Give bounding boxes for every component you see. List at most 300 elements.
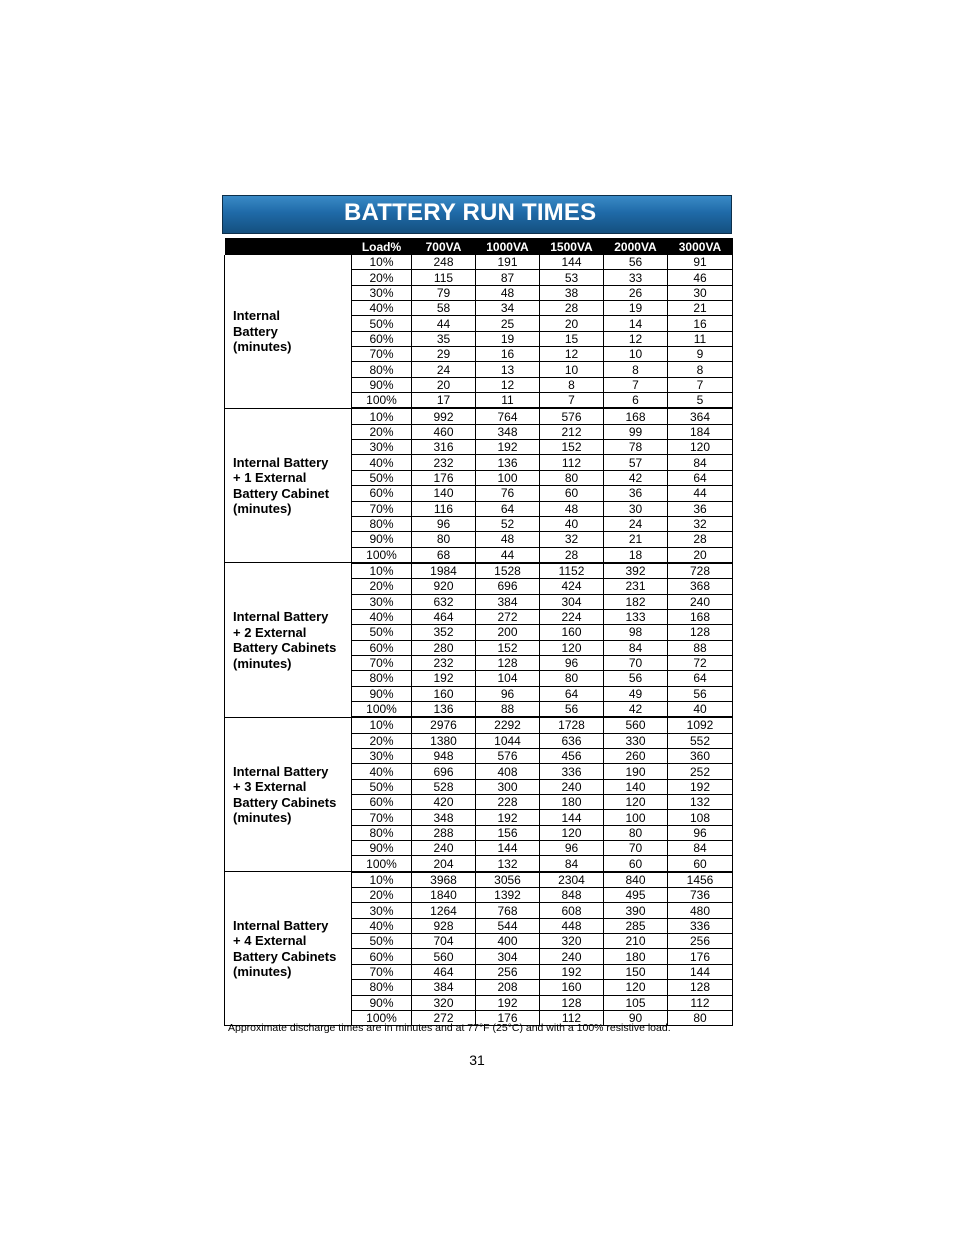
runtime-cell-1000va: 348 <box>476 424 540 439</box>
table-row <box>225 872 733 888</box>
load-percent-cell: 70% <box>352 347 412 362</box>
runtime-cell-1500va: 576 <box>540 408 604 424</box>
runtime-cell-700va: 1264 <box>412 903 476 918</box>
runtime-cell-3000va: 144 <box>668 964 733 979</box>
title-banner <box>222 195 732 234</box>
section-label: Internal Battery + 2 External Battery Cabinets (minutes) <box>225 563 352 717</box>
runtime-cell-1000va: 228 <box>476 795 540 810</box>
runtime-cell-1000va: 64 <box>476 501 540 516</box>
page-number: 31 <box>469 1052 485 1068</box>
runtime-cell-1000va: 192 <box>476 995 540 1010</box>
runtime-cell-700va: 280 <box>412 640 476 655</box>
runtime-cell-2000va: 70 <box>604 655 668 670</box>
load-percent-cell: 50% <box>352 779 412 794</box>
runtime-cell-1500va: 1152 <box>540 563 604 579</box>
runtime-cell-700va: 464 <box>412 964 476 979</box>
runtime-cell-2000va: 133 <box>604 609 668 624</box>
load-percent-cell: 70% <box>352 655 412 670</box>
runtime-cell-1500va: 212 <box>540 424 604 439</box>
load-percent-cell: 100% <box>352 701 412 717</box>
runtime-cell-3000va: 5 <box>668 393 733 409</box>
runtime-cell-1500va: 28 <box>540 301 604 316</box>
runtime-cell-1000va: 96 <box>476 686 540 701</box>
runtime-cell-3000va: 60 <box>668 856 733 872</box>
runtime-cell-700va: 316 <box>412 440 476 455</box>
runtime-cell-2000va: 42 <box>604 470 668 485</box>
runtime-cell-700va: 160 <box>412 686 476 701</box>
runtime-cell-3000va: 368 <box>668 579 733 594</box>
runtime-cell-1000va: 25 <box>476 316 540 331</box>
runtime-cell-1000va: 48 <box>476 532 540 547</box>
runtime-cell-1500va: 64 <box>540 686 604 701</box>
load-percent-cell: 20% <box>352 424 412 439</box>
load-percent-cell: 20% <box>352 733 412 748</box>
runtime-cell-1000va: 13 <box>476 362 540 377</box>
runtime-cell-700va: 192 <box>412 671 476 686</box>
runtime-cell-1000va: 764 <box>476 408 540 424</box>
runtime-cell-2000va: 60 <box>604 856 668 872</box>
run-times-table <box>224 238 733 1026</box>
section-label: Internal Battery + 1 External Battery Cabinet (minutes) <box>225 408 352 562</box>
load-percent-cell: 80% <box>352 516 412 531</box>
runtime-cell-3000va: 30 <box>668 285 733 300</box>
runtime-cell-3000va: 28 <box>668 532 733 547</box>
runtime-cell-3000va: 96 <box>668 825 733 840</box>
table-row <box>225 255 733 270</box>
load-percent-cell: 20% <box>352 270 412 285</box>
runtime-cell-2000va: 100 <box>604 810 668 825</box>
runtime-cell-1500va: 152 <box>540 440 604 455</box>
runtime-cell-1500va: 848 <box>540 888 604 903</box>
runtime-cell-3000va: 336 <box>668 918 733 933</box>
runtime-cell-1000va: 3056 <box>476 872 540 888</box>
runtime-cell-2000va: 49 <box>604 686 668 701</box>
runtime-cell-1000va: 208 <box>476 980 540 995</box>
load-percent-cell: 40% <box>352 455 412 470</box>
runtime-cell-700va: 232 <box>412 655 476 670</box>
runtime-cell-3000va: 16 <box>668 316 733 331</box>
table-body <box>225 255 733 1026</box>
runtime-cell-1500va: 7 <box>540 393 604 409</box>
runtime-cell-2000va: 42 <box>604 701 668 717</box>
load-percent-cell: 10% <box>352 563 412 579</box>
runtime-cell-1500va: 32 <box>540 532 604 547</box>
runtime-cell-2000va: 21 <box>604 532 668 547</box>
runtime-cell-1000va: 128 <box>476 655 540 670</box>
runtime-cell-700va: 384 <box>412 980 476 995</box>
runtime-cell-2000va: 120 <box>604 795 668 810</box>
table-row <box>225 717 733 733</box>
runtime-cell-2000va: 840 <box>604 872 668 888</box>
runtime-cell-2000va: 56 <box>604 255 668 270</box>
header-2000va: 2000VA <box>604 238 668 255</box>
load-percent-cell: 90% <box>352 377 412 392</box>
runtime-cell-1000va: 100 <box>476 470 540 485</box>
runtime-cell-1500va: 608 <box>540 903 604 918</box>
runtime-cell-700va: 352 <box>412 625 476 640</box>
runtime-cell-700va: 115 <box>412 270 476 285</box>
runtime-cell-1500va: 1728 <box>540 717 604 733</box>
runtime-cell-2000va: 70 <box>604 841 668 856</box>
runtime-cell-2000va: 260 <box>604 749 668 764</box>
runtime-cell-1500va: 112 <box>540 1010 604 1025</box>
runtime-cell-1000va: 2292 <box>476 717 540 733</box>
header-blank-cell <box>225 238 352 255</box>
runtime-cell-700va: 420 <box>412 795 476 810</box>
runtime-cell-700va: 704 <box>412 934 476 949</box>
runtime-cell-3000va: 256 <box>668 934 733 949</box>
load-percent-cell: 60% <box>352 486 412 501</box>
runtime-cell-2000va: 231 <box>604 579 668 594</box>
load-percent-cell: 100% <box>352 856 412 872</box>
load-percent-cell: 50% <box>352 934 412 949</box>
runtime-cell-1500va: 40 <box>540 516 604 531</box>
load-percent-cell: 40% <box>352 764 412 779</box>
runtime-cell-1000va: 16 <box>476 347 540 362</box>
runtime-cell-2000va: 140 <box>604 779 668 794</box>
runtime-cell-2000va: 33 <box>604 270 668 285</box>
load-percent-cell: 90% <box>352 995 412 1010</box>
runtime-cell-1000va: 384 <box>476 594 540 609</box>
runtime-cell-2000va: 12 <box>604 331 668 346</box>
section-label: Internal Battery + 3 External Battery Cabinets (minutes) <box>225 717 352 871</box>
runtime-cell-1000va: 12 <box>476 377 540 392</box>
runtime-cell-700va: 79 <box>412 285 476 300</box>
runtime-cell-1500va: 192 <box>540 964 604 979</box>
runtime-cell-1000va: 11 <box>476 393 540 409</box>
runtime-cell-1500va: 120 <box>540 640 604 655</box>
load-percent-cell: 10% <box>352 408 412 424</box>
runtime-cell-2000va: 168 <box>604 408 668 424</box>
runtime-cell-1000va: 87 <box>476 270 540 285</box>
runtime-cell-3000va: 120 <box>668 440 733 455</box>
runtime-cell-1500va: 80 <box>540 671 604 686</box>
runtime-cell-3000va: 728 <box>668 563 733 579</box>
runtime-cell-2000va: 10 <box>604 347 668 362</box>
runtime-cell-3000va: 11 <box>668 331 733 346</box>
load-percent-cell: 60% <box>352 795 412 810</box>
runtime-cell-700va: 348 <box>412 810 476 825</box>
runtime-cell-3000va: 88 <box>668 640 733 655</box>
load-percent-cell: 50% <box>352 316 412 331</box>
runtime-cell-1000va: 256 <box>476 964 540 979</box>
runtime-cell-700va: 460 <box>412 424 476 439</box>
runtime-cell-2000va: 26 <box>604 285 668 300</box>
runtime-cell-1500va: 240 <box>540 779 604 794</box>
runtime-cell-1000va: 1528 <box>476 563 540 579</box>
runtime-cell-700va: 288 <box>412 825 476 840</box>
table-header-row <box>225 238 733 255</box>
load-percent-cell: 100% <box>352 1010 412 1025</box>
runtime-cell-700va: 136 <box>412 701 476 717</box>
runtime-cell-3000va: 84 <box>668 841 733 856</box>
runtime-cell-3000va: 84 <box>668 455 733 470</box>
runtime-cell-700va: 272 <box>412 1010 476 1025</box>
runtime-cell-700va: 528 <box>412 779 476 794</box>
runtime-cell-3000va: 184 <box>668 424 733 439</box>
runtime-cell-3000va: 46 <box>668 270 733 285</box>
runtime-cell-700va: 560 <box>412 949 476 964</box>
runtime-cell-3000va: 736 <box>668 888 733 903</box>
runtime-cell-700va: 632 <box>412 594 476 609</box>
runtime-cell-700va: 464 <box>412 609 476 624</box>
runtime-cell-700va: 1380 <box>412 733 476 748</box>
runtime-cell-3000va: 9 <box>668 347 733 362</box>
runtime-cell-1500va: 448 <box>540 918 604 933</box>
runtime-cell-1000va: 300 <box>476 779 540 794</box>
runtime-cell-700va: 35 <box>412 331 476 346</box>
runtime-cell-1000va: 200 <box>476 625 540 640</box>
runtime-cell-3000va: 252 <box>668 764 733 779</box>
runtime-cell-1500va: 144 <box>540 255 604 270</box>
header-load: Load% <box>352 238 412 255</box>
load-percent-cell: 90% <box>352 686 412 701</box>
runtime-cell-1000va: 1044 <box>476 733 540 748</box>
runtime-cell-1500va: 56 <box>540 701 604 717</box>
runtime-cell-1500va: 424 <box>540 579 604 594</box>
runtime-cell-700va: 29 <box>412 347 476 362</box>
load-percent-cell: 40% <box>352 609 412 624</box>
runtime-cell-1000va: 152 <box>476 640 540 655</box>
section-label: Internal Battery + 4 External Battery Cabinets (minutes) <box>225 872 352 1026</box>
runtime-cell-1000va: 34 <box>476 301 540 316</box>
runtime-cell-3000va: 36 <box>668 501 733 516</box>
runtime-cell-1500va: 456 <box>540 749 604 764</box>
runtime-cell-1500va: 636 <box>540 733 604 748</box>
runtime-cell-700va: 696 <box>412 764 476 779</box>
load-percent-cell: 70% <box>352 501 412 516</box>
runtime-cell-1500va: 112 <box>540 455 604 470</box>
runtime-cell-1500va: 48 <box>540 501 604 516</box>
runtime-cell-3000va: 1456 <box>668 872 733 888</box>
load-percent-cell: 20% <box>352 888 412 903</box>
load-percent-cell: 80% <box>352 825 412 840</box>
load-percent-cell: 20% <box>352 579 412 594</box>
runtime-cell-3000va: 8 <box>668 362 733 377</box>
load-percent-cell: 30% <box>352 285 412 300</box>
header-1500va: 1500VA <box>540 238 604 255</box>
runtime-cell-2000va: 105 <box>604 995 668 1010</box>
runtime-cell-3000va: 32 <box>668 516 733 531</box>
runtime-cell-3000va: 480 <box>668 903 733 918</box>
table-row <box>225 408 733 424</box>
runtime-cell-3000va: 360 <box>668 749 733 764</box>
runtime-cell-2000va: 18 <box>604 547 668 563</box>
runtime-cell-3000va: 21 <box>668 301 733 316</box>
runtime-cell-1500va: 304 <box>540 594 604 609</box>
runtime-cell-3000va: 72 <box>668 655 733 670</box>
runtime-cell-1500va: 336 <box>540 764 604 779</box>
runtime-cell-700va: 24 <box>412 362 476 377</box>
load-percent-cell: 70% <box>352 964 412 979</box>
runtime-cell-1000va: 192 <box>476 810 540 825</box>
runtime-cell-1500va: 80 <box>540 470 604 485</box>
runtime-cell-1000va: 52 <box>476 516 540 531</box>
runtime-cell-1000va: 48 <box>476 285 540 300</box>
runtime-cell-2000va: 7 <box>604 377 668 392</box>
load-percent-cell: 60% <box>352 640 412 655</box>
runtime-cell-2000va: 57 <box>604 455 668 470</box>
load-percent-cell: 80% <box>352 980 412 995</box>
load-percent-cell: 10% <box>352 872 412 888</box>
load-percent-cell: 70% <box>352 810 412 825</box>
runtime-cell-2000va: 30 <box>604 501 668 516</box>
load-percent-cell: 10% <box>352 717 412 733</box>
runtime-cell-1000va: 408 <box>476 764 540 779</box>
runtime-cell-2000va: 120 <box>604 980 668 995</box>
runtime-cell-1000va: 136 <box>476 455 540 470</box>
load-percent-cell: 80% <box>352 671 412 686</box>
runtime-cell-2000va: 560 <box>604 717 668 733</box>
runtime-cell-3000va: 128 <box>668 980 733 995</box>
runtime-cell-3000va: 56 <box>668 686 733 701</box>
runtime-cell-700va: 1984 <box>412 563 476 579</box>
runtime-cell-1500va: 8 <box>540 377 604 392</box>
runtime-cell-1000va: 176 <box>476 1010 540 1025</box>
runtime-cell-1000va: 132 <box>476 856 540 872</box>
runtime-cell-2000va: 150 <box>604 964 668 979</box>
runtime-cell-1000va: 272 <box>476 609 540 624</box>
runtime-cell-2000va: 98 <box>604 625 668 640</box>
runtime-cell-3000va: 20 <box>668 547 733 563</box>
runtime-cell-700va: 96 <box>412 516 476 531</box>
runtime-cell-2000va: 390 <box>604 903 668 918</box>
runtime-cell-1000va: 76 <box>476 486 540 501</box>
runtime-cell-700va: 920 <box>412 579 476 594</box>
load-percent-cell: 90% <box>352 841 412 856</box>
runtime-cell-2000va: 78 <box>604 440 668 455</box>
runtime-cell-2000va: 495 <box>604 888 668 903</box>
runtime-cell-2000va: 84 <box>604 640 668 655</box>
runtime-cell-3000va: 552 <box>668 733 733 748</box>
runtime-cell-700va: 928 <box>412 918 476 933</box>
runtime-cell-1500va: 224 <box>540 609 604 624</box>
runtime-cell-3000va: 40 <box>668 701 733 717</box>
load-percent-cell: 40% <box>352 301 412 316</box>
runtime-cell-700va: 58 <box>412 301 476 316</box>
runtime-cell-3000va: 240 <box>668 594 733 609</box>
runtime-cell-2000va: 392 <box>604 563 668 579</box>
runtime-cell-3000va: 364 <box>668 408 733 424</box>
runtime-cell-3000va: 7 <box>668 377 733 392</box>
load-percent-cell: 90% <box>352 532 412 547</box>
runtime-cell-700va: 240 <box>412 841 476 856</box>
runtime-cell-3000va: 168 <box>668 609 733 624</box>
runtime-cell-1000va: 19 <box>476 331 540 346</box>
load-percent-cell: 30% <box>352 440 412 455</box>
runtime-cell-1000va: 88 <box>476 701 540 717</box>
runtime-cell-2000va: 180 <box>604 949 668 964</box>
header-700va: 700VA <box>412 238 476 255</box>
runtime-cell-2000va: 6 <box>604 393 668 409</box>
runtime-cell-1500va: 60 <box>540 486 604 501</box>
runtime-cell-1500va: 96 <box>540 655 604 670</box>
runtime-cell-1500va: 38 <box>540 285 604 300</box>
runtime-cell-700va: 68 <box>412 547 476 563</box>
runtime-cell-1500va: 180 <box>540 795 604 810</box>
runtime-cell-3000va: 176 <box>668 949 733 964</box>
load-percent-cell: 50% <box>352 625 412 640</box>
runtime-cell-700va: 176 <box>412 470 476 485</box>
runtime-cell-3000va: 80 <box>668 1010 733 1025</box>
runtime-cell-2000va: 80 <box>604 825 668 840</box>
load-percent-cell: 10% <box>352 255 412 270</box>
runtime-cell-700va: 248 <box>412 255 476 270</box>
runtime-cell-1000va: 1392 <box>476 888 540 903</box>
runtime-cell-3000va: 64 <box>668 671 733 686</box>
runtime-cell-700va: 3968 <box>412 872 476 888</box>
runtime-cell-1000va: 544 <box>476 918 540 933</box>
header-1000va: 1000VA <box>476 238 540 255</box>
runtime-cell-1000va: 768 <box>476 903 540 918</box>
runtime-cell-3000va: 192 <box>668 779 733 794</box>
runtime-cell-1500va: 28 <box>540 547 604 563</box>
runtime-cell-3000va: 64 <box>668 470 733 485</box>
runtime-cell-700va: 204 <box>412 856 476 872</box>
load-percent-cell: 100% <box>352 393 412 409</box>
runtime-cell-1500va: 160 <box>540 980 604 995</box>
section-label: Internal Battery (minutes) <box>225 255 352 408</box>
load-percent-cell: 60% <box>352 331 412 346</box>
table-row <box>225 563 733 579</box>
runtime-cell-2000va: 14 <box>604 316 668 331</box>
runtime-cell-1000va: 191 <box>476 255 540 270</box>
runtime-cell-1500va: 96 <box>540 841 604 856</box>
runtime-cell-1500va: 15 <box>540 331 604 346</box>
runtime-cell-2000va: 182 <box>604 594 668 609</box>
runtime-cell-1000va: 104 <box>476 671 540 686</box>
runtime-cell-3000va: 91 <box>668 255 733 270</box>
runtime-cell-1500va: 10 <box>540 362 604 377</box>
runtime-cell-3000va: 128 <box>668 625 733 640</box>
runtime-cell-1500va: 53 <box>540 270 604 285</box>
runtime-cell-3000va: 1092 <box>668 717 733 733</box>
runtime-cell-3000va: 132 <box>668 795 733 810</box>
load-percent-cell: 30% <box>352 749 412 764</box>
runtime-cell-700va: 948 <box>412 749 476 764</box>
runtime-cell-2000va: 24 <box>604 516 668 531</box>
runtime-cell-3000va: 112 <box>668 995 733 1010</box>
runtime-cell-1000va: 144 <box>476 841 540 856</box>
runtime-cell-1500va: 144 <box>540 810 604 825</box>
load-percent-cell: 30% <box>352 594 412 609</box>
runtime-cell-3000va: 44 <box>668 486 733 501</box>
runtime-cell-700va: 116 <box>412 501 476 516</box>
runtime-cell-1500va: 120 <box>540 825 604 840</box>
runtime-cell-1000va: 400 <box>476 934 540 949</box>
runtime-cell-1000va: 44 <box>476 547 540 563</box>
runtime-cell-1000va: 696 <box>476 579 540 594</box>
runtime-cell-1500va: 128 <box>540 995 604 1010</box>
load-percent-cell: 50% <box>352 470 412 485</box>
runtime-cell-700va: 20 <box>412 377 476 392</box>
runtime-cell-1500va: 20 <box>540 316 604 331</box>
runtime-cell-2000va: 99 <box>604 424 668 439</box>
runtime-cell-1000va: 192 <box>476 440 540 455</box>
runtime-cell-1000va: 576 <box>476 749 540 764</box>
runtime-cell-1500va: 12 <box>540 347 604 362</box>
runtime-cell-1000va: 156 <box>476 825 540 840</box>
runtime-cell-2000va: 56 <box>604 671 668 686</box>
runtime-cell-1500va: 84 <box>540 856 604 872</box>
load-percent-cell: 100% <box>352 547 412 563</box>
load-percent-cell: 40% <box>352 918 412 933</box>
runtime-cell-1500va: 320 <box>540 934 604 949</box>
footnote: Approximate discharge times are in minutes and at 77°F (25°C) and with a 100% resistive load. <box>228 1022 671 1034</box>
runtime-cell-1000va: 304 <box>476 949 540 964</box>
runtime-cell-700va: 140 <box>412 486 476 501</box>
runtime-cell-700va: 1840 <box>412 888 476 903</box>
